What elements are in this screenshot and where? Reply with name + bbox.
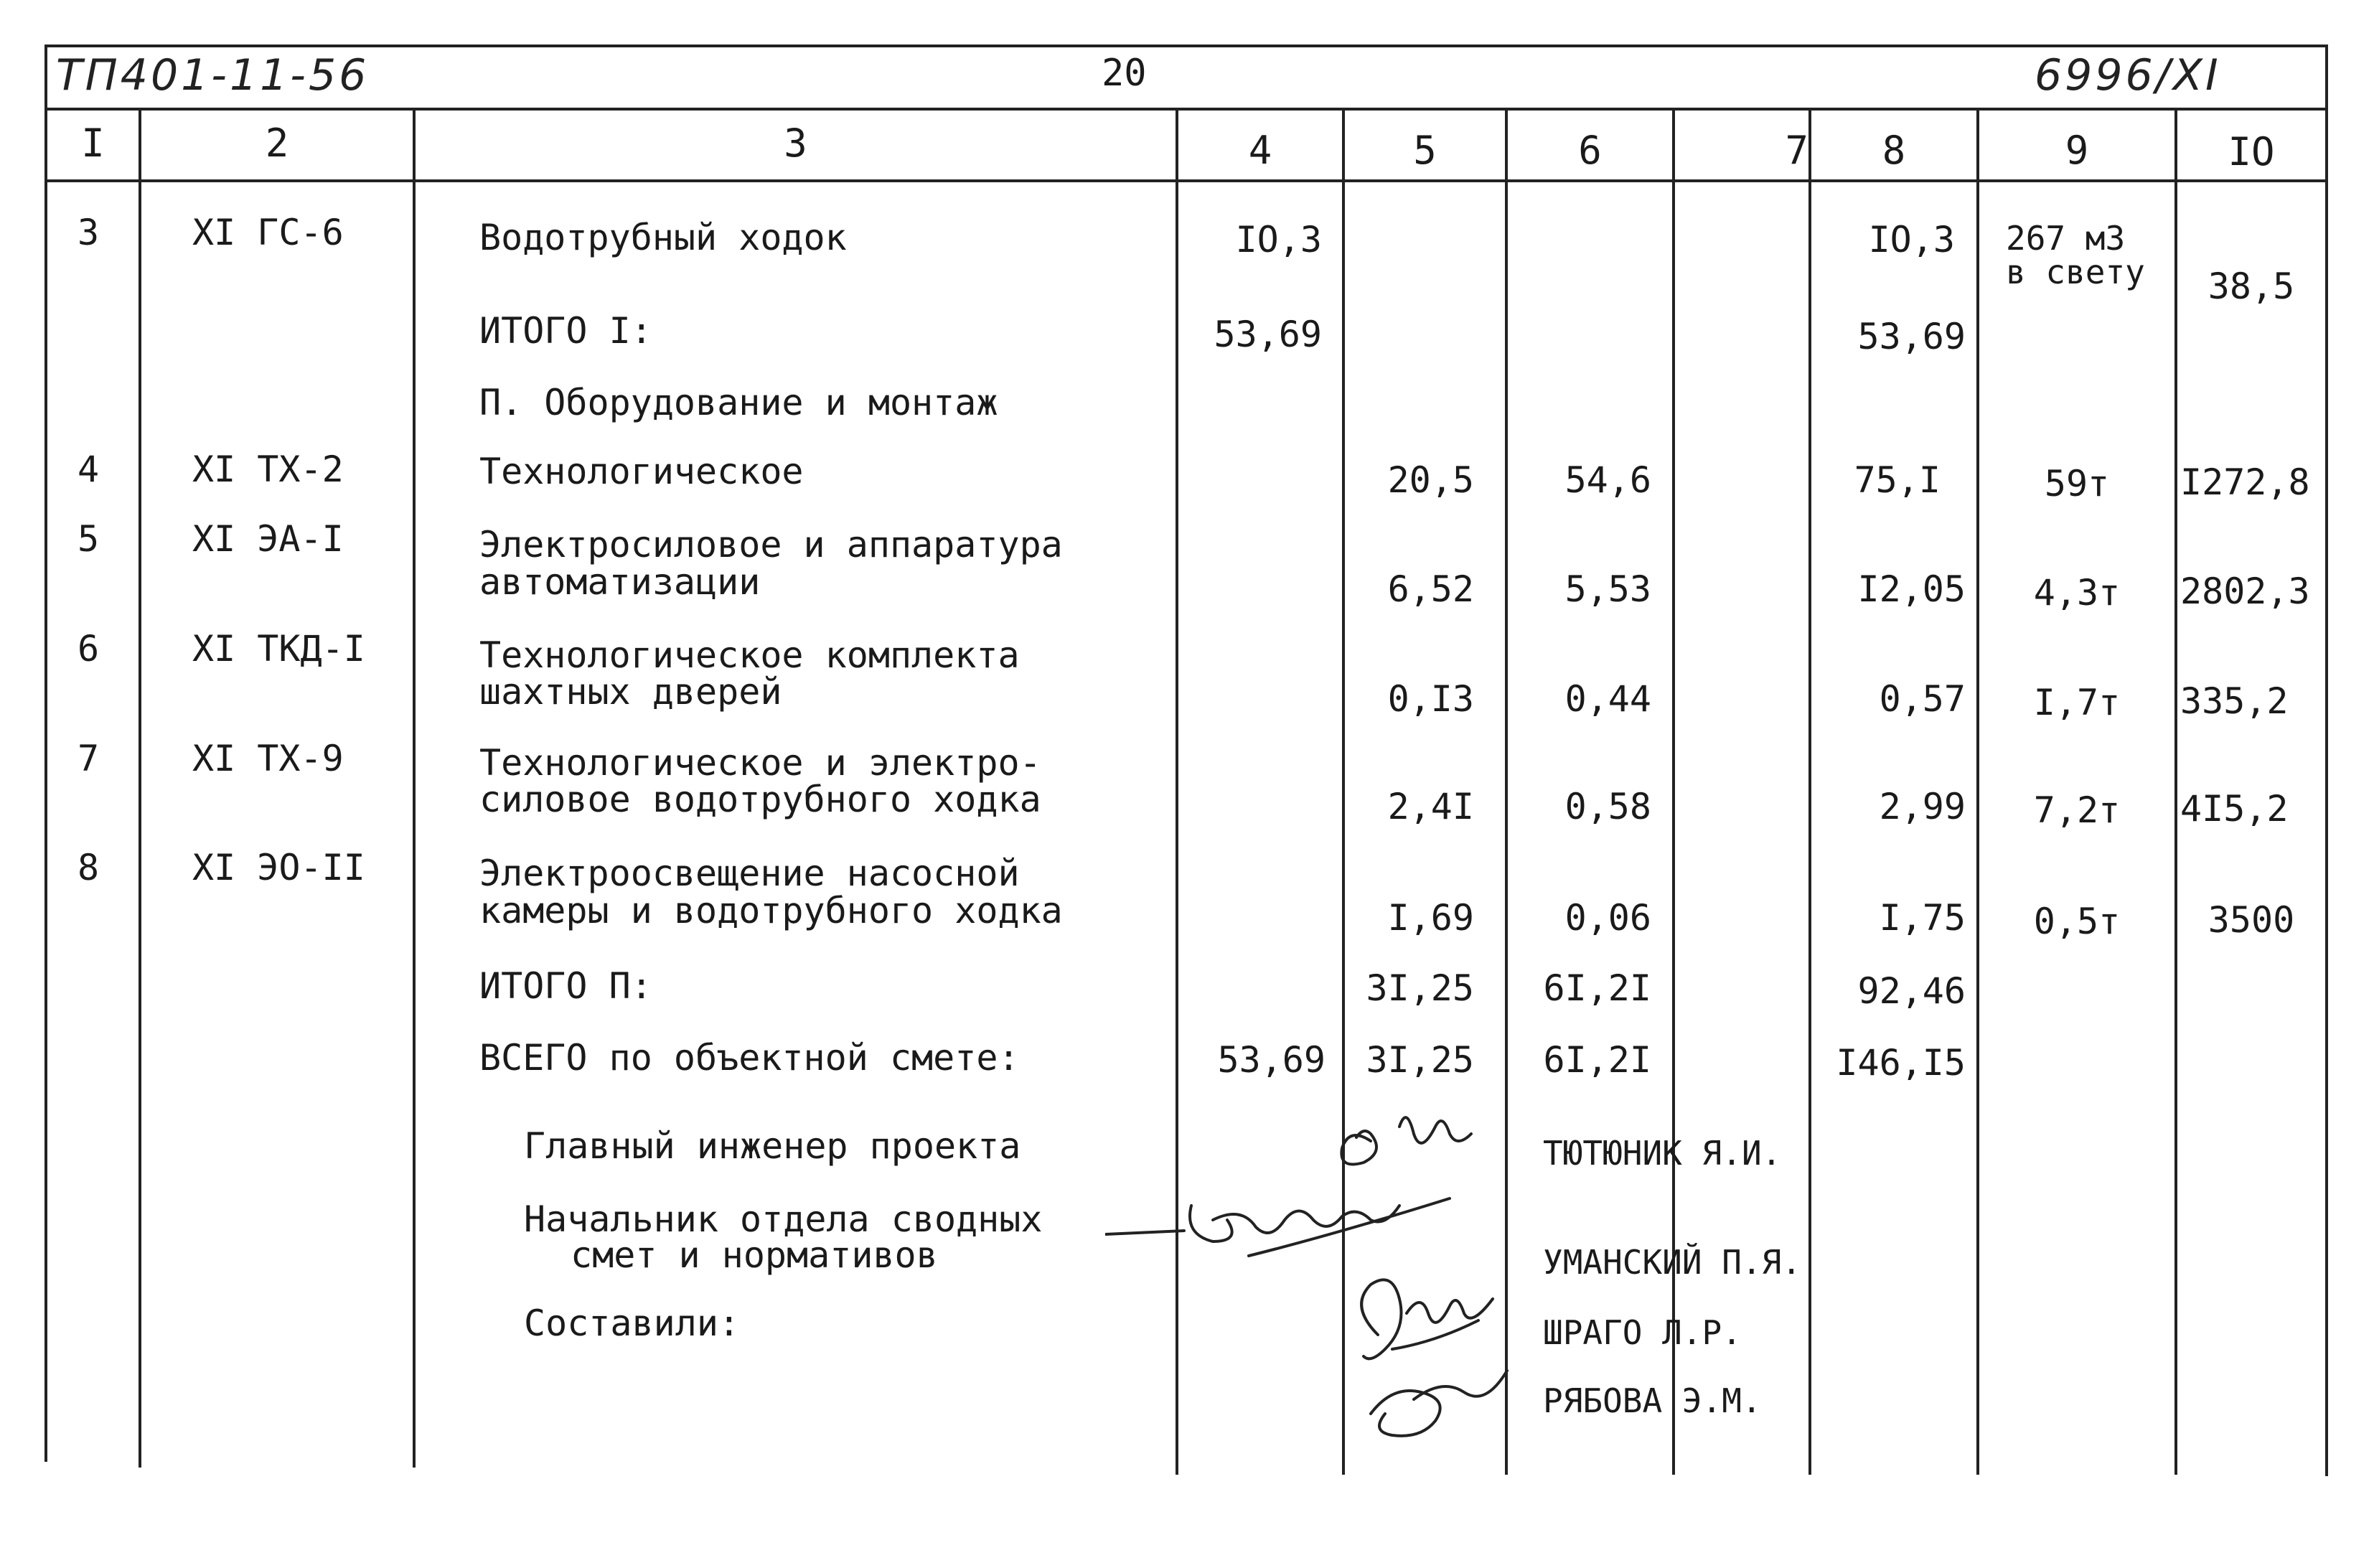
row-col9-value: 7,2т bbox=[2033, 789, 2121, 831]
row-col8-value: 2,99 bbox=[1879, 786, 1966, 827]
section-heading: П. Оборудование и монтаж bbox=[479, 382, 998, 423]
row-description: Технологическое и электро- bbox=[479, 742, 1041, 784]
row-col6-value: 0,06 bbox=[1564, 897, 1651, 939]
row-code: XI ЭО-II bbox=[192, 847, 365, 888]
row-description-line2: силовое водотрубного ходка bbox=[479, 779, 1041, 820]
row-description-line2: шахтных дверей bbox=[479, 671, 782, 713]
signature-role-line2: смет и нормативов bbox=[571, 1234, 938, 1276]
row-col4-value: IO,3 bbox=[1235, 219, 1322, 260]
grand-total-col6: 6I,2I bbox=[1543, 1039, 1651, 1081]
header-separator bbox=[44, 108, 2327, 111]
row-col5-value: I,69 bbox=[1387, 897, 1474, 939]
frame-right bbox=[2325, 44, 2328, 1476]
subtotal-label: ИТОГО П: bbox=[479, 965, 652, 1007]
grand-total-col8: I46,I5 bbox=[1836, 1042, 1966, 1084]
row-number: 4 bbox=[78, 449, 100, 490]
row-col5-value: 2,4I bbox=[1387, 786, 1474, 827]
row-col10-value: 3500 bbox=[2208, 899, 2295, 941]
column-header-5: 5 bbox=[1413, 128, 1437, 173]
column-header-6: 6 bbox=[1578, 128, 1602, 173]
col-divider-1 bbox=[139, 108, 141, 1468]
grand-total-col4: 53,69 bbox=[1217, 1039, 1326, 1081]
row-number: 8 bbox=[78, 847, 100, 888]
row-code: XI ТХ-2 bbox=[192, 449, 344, 490]
row-col10-value: 2802,3 bbox=[2180, 571, 2310, 612]
row-col6-value: 0,58 bbox=[1564, 786, 1651, 827]
row-col10-value: 4I5,2 bbox=[2180, 788, 2289, 830]
row-col10-value: 335,2 bbox=[2180, 680, 2289, 722]
subtotal-col6: 6I,2I bbox=[1543, 967, 1651, 1009]
signatory-name: ТЮТЮНИК Я.И. bbox=[1543, 1134, 1782, 1173]
row-description: Водотрубный ходок bbox=[479, 217, 847, 258]
page-number: 20 bbox=[1102, 52, 1147, 95]
row-col8-value: 75,I bbox=[1854, 459, 1941, 501]
row-col9-value: 4,3т bbox=[2033, 572, 2121, 614]
row-col6-value: 0,44 bbox=[1564, 678, 1651, 720]
signature-role: Начальник отдела сводных bbox=[524, 1198, 1043, 1240]
subtotal-label: ИТОГО I: bbox=[479, 310, 652, 352]
row-col5-value: 20,5 bbox=[1387, 459, 1474, 501]
row-number: 5 bbox=[78, 518, 100, 560]
signatory-name: ШРАГО Л.Р. bbox=[1543, 1313, 1742, 1352]
row-col9-value-line2: в свету bbox=[2006, 253, 2145, 291]
row-number: 3 bbox=[78, 212, 100, 253]
row-code: XI ЭА-I bbox=[192, 518, 344, 560]
column-header-4: 4 bbox=[1248, 128, 1272, 173]
row-number: 7 bbox=[78, 738, 100, 779]
frame-left bbox=[44, 44, 47, 1462]
row-description-line2: камеры и водотрубного ходка bbox=[479, 890, 1063, 931]
column-header-10: IO bbox=[2228, 129, 2275, 174]
row-number: 6 bbox=[78, 628, 100, 670]
row-col10-value: 38,5 bbox=[2208, 266, 2295, 307]
column-header-8: 8 bbox=[1882, 128, 1906, 173]
subtotal-col4: 53,69 bbox=[1214, 314, 1322, 355]
row-col8-value: 0,57 bbox=[1879, 678, 1966, 720]
signatory-name: УМАНСКИЙ П.Я. bbox=[1543, 1243, 1802, 1282]
row-col5-value: 6,52 bbox=[1387, 568, 1474, 610]
handwritten-signatures bbox=[1105, 1076, 1550, 1450]
row-description-line2: автоматизации bbox=[479, 561, 761, 603]
col-divider-2 bbox=[413, 108, 416, 1468]
column-header-9: 9 bbox=[2065, 128, 2089, 173]
row-col9-value: 267 м3 bbox=[2006, 219, 2126, 258]
row-description: Электросиловое и аппаратура bbox=[479, 524, 1063, 565]
signature-role: Составили: bbox=[524, 1302, 741, 1344]
row-col8-value: I2,05 bbox=[1857, 568, 1966, 610]
row-col6-value: 5,53 bbox=[1564, 568, 1651, 610]
row-description: Технологическое bbox=[479, 451, 804, 492]
row-col9-value: 59т bbox=[2044, 463, 2110, 504]
frame-top bbox=[44, 44, 2327, 47]
signature-role: Главный инженер проекта bbox=[524, 1125, 1021, 1167]
column-header-1: I bbox=[81, 121, 105, 166]
subtotal-col5: 3I,25 bbox=[1366, 967, 1474, 1009]
row-col6-value: 54,6 bbox=[1564, 459, 1651, 501]
row-description: Электроосвещение насосной bbox=[479, 853, 1020, 894]
column-header-7: 7 bbox=[1785, 128, 1808, 173]
subtotal-col8: 92,46 bbox=[1857, 970, 1966, 1012]
grand-total-col5: 3I,25 bbox=[1366, 1039, 1474, 1081]
row-col9-value: 0,5т bbox=[2033, 901, 2121, 942]
row-col10-value: I272,8 bbox=[2180, 461, 2310, 503]
column-header-separator bbox=[44, 179, 2327, 182]
column-header-2: 2 bbox=[265, 121, 289, 166]
archive-number: 6996/XI bbox=[2035, 50, 2221, 100]
column-header-3: 3 bbox=[784, 121, 807, 166]
row-col5-value: 0,I3 bbox=[1387, 678, 1474, 720]
signatory-name: РЯБОВА Э.М. bbox=[1543, 1381, 1762, 1420]
row-col8-value: IO,3 bbox=[1868, 219, 1955, 260]
grand-total-label: ВСЕГО по объектной смете: bbox=[479, 1037, 1020, 1079]
row-code: XI ГС-6 bbox=[192, 212, 344, 253]
row-col8-value: I,75 bbox=[1879, 897, 1966, 939]
row-code: XI ТКД-I bbox=[192, 628, 365, 670]
document-code: ТП401-11-56 bbox=[56, 50, 370, 100]
col-divider-9 bbox=[2174, 108, 2177, 1475]
row-description: Технологическое комплекта bbox=[479, 634, 1020, 676]
row-code: XI ТХ-9 bbox=[192, 738, 344, 779]
row-col9-value: I,7т bbox=[2033, 682, 2121, 723]
subtotal-col8: 53,69 bbox=[1857, 316, 1966, 357]
